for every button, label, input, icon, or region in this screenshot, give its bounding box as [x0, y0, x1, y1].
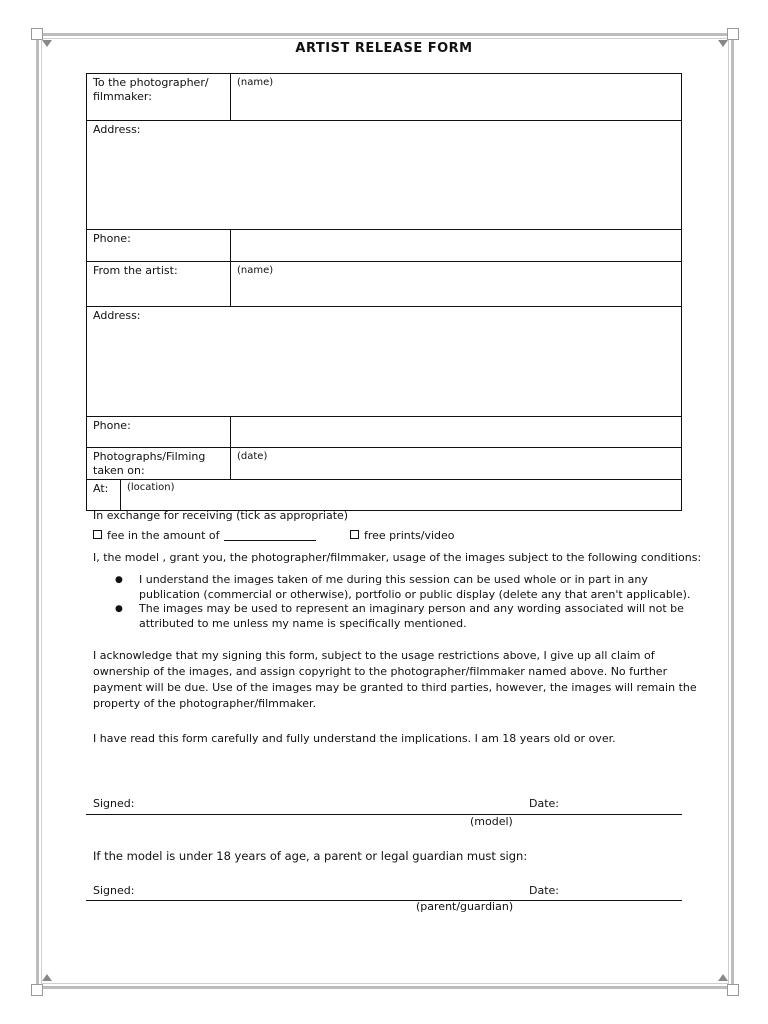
- acknowledge-line-2: ownership of the images, and assign copyright to the photographer/filmmaker named above. No further: [93, 665, 668, 678]
- taken-on-label: Photographs/Filming taken on:: [93, 450, 206, 477]
- form-title: ARTIST RELEASE FORM: [295, 41, 473, 56]
- photographer-name-field[interactable]: (name): [237, 77, 274, 88]
- artist-name-field[interactable]: (name): [237, 265, 274, 276]
- location-field[interactable]: (location): [127, 482, 175, 493]
- artist-phone-label: Phone:: [93, 419, 131, 432]
- acknowledge-line-3: payment will be due. Use of the images may be granted to third parties, however, the images will remain the: [93, 681, 697, 694]
- fee-amount-field[interactable]: [224, 530, 316, 541]
- photographer-phone-label: Phone:: [93, 232, 131, 245]
- fee-label: fee in the amount of: [107, 529, 220, 542]
- model-signed-label: Signed:: [93, 797, 135, 810]
- corner-ornament-top-left: [31, 28, 43, 40]
- condition-1-line-1: I understand the images taken of me during this session can be used whole or in part in any: [139, 573, 648, 586]
- condition-2-line-2: attributed to me unless my name is specifically mentioned.: [139, 617, 467, 630]
- corner-arrow-bottom-right: [718, 974, 728, 981]
- to-photographer-label: To the photographer/ filmmaker:: [93, 76, 209, 103]
- photographer-address-label: Address:: [93, 123, 141, 136]
- corner-ornament-bottom-left: [31, 984, 43, 996]
- corner-ornament-bottom-right: [727, 984, 739, 996]
- bullet-icon: ●: [115, 575, 123, 585]
- read-statement: I have read this form carefully and fully understand the implications. I am 18 years old or over.: [93, 732, 616, 745]
- model-signature-line[interactable]: [86, 814, 682, 815]
- from-artist-label: From the artist:: [93, 264, 178, 277]
- prints-checkbox[interactable]: [350, 530, 359, 539]
- artist-phone-field[interactable]: [231, 417, 681, 447]
- fee-checkbox[interactable]: [93, 530, 102, 539]
- photographer-phone-field[interactable]: [231, 230, 681, 261]
- guardian-date-label: Date:: [529, 884, 559, 897]
- guardian-signature-line[interactable]: [86, 900, 682, 901]
- condition-1-line-2: publication (commercial or otherwise), portfolio or public display (delete any that aren't applicable).: [139, 588, 691, 601]
- under-18-note: If the model is under 18 years of age, a parent or legal guardian must sign:: [93, 849, 528, 863]
- artist-address-label: Address:: [93, 309, 141, 322]
- bullet-icon: ●: [115, 604, 123, 614]
- corner-arrow-bottom-left: [42, 974, 52, 981]
- guardian-signed-label: Signed:: [93, 884, 135, 897]
- exchange-intro: In exchange for receiving (tick as appropriate): [93, 509, 349, 522]
- corner-ornament-top-right: [727, 28, 739, 40]
- grant-statement: I, the model , grant you, the photographer/filmmaker, usage of the images subject to the following conditions:: [93, 551, 702, 564]
- acknowledge-line-1: I acknowledge that my signing this form, subject to the usage restrictions above, I give up all claim of: [93, 649, 655, 662]
- model-caption: (model): [470, 815, 513, 828]
- condition-2-line-1: The images may be used to represent an imaginary person and any wording associated will not be: [139, 602, 684, 615]
- guardian-caption: (parent/guardian): [416, 900, 514, 913]
- artist-address-field[interactable]: [87, 322, 681, 415]
- acknowledge-line-4: property of the photographer/filmmaker.: [93, 697, 317, 710]
- at-label: At:: [93, 482, 109, 495]
- fee-option[interactable]: [93, 528, 316, 544]
- photographer-address-field[interactable]: [87, 136, 681, 228]
- model-date-label: Date:: [529, 797, 559, 810]
- prints-option[interactable]: [350, 528, 455, 544]
- prints-label: free prints/video: [364, 529, 455, 542]
- date-field[interactable]: (date): [237, 451, 268, 462]
